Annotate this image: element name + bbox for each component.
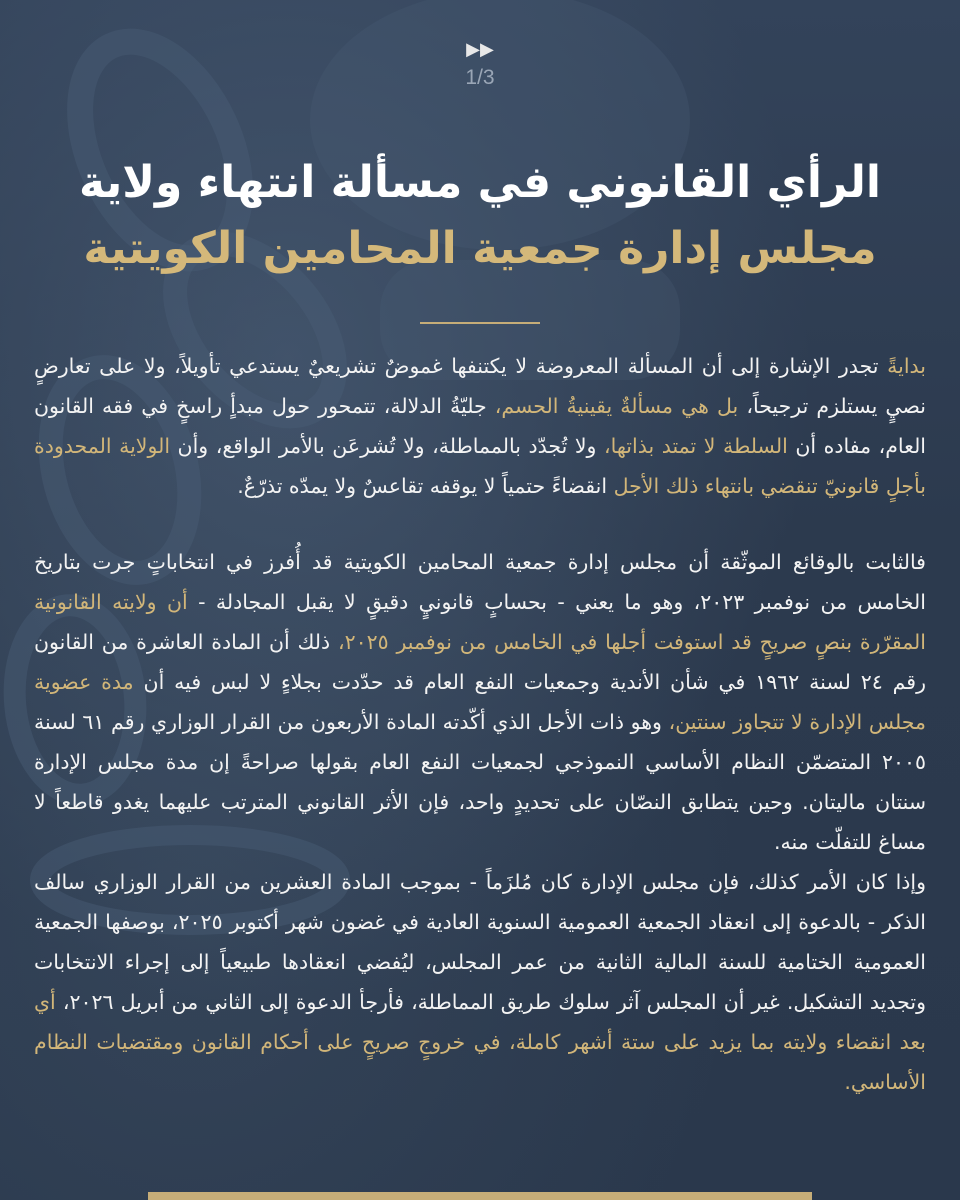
paragraph-1-segment: بدايةً xyxy=(887,354,926,378)
paragraph-1-segment: انقضاءً حتمياً لا يوقفه تقاعسٌ ولا يمدّه تذرّعٌ. xyxy=(237,474,614,498)
top-divider xyxy=(420,322,540,324)
slide-navigation xyxy=(0,40,960,90)
fast-forward-icon[interactable]: ▶▶ xyxy=(466,39,494,60)
page-indicator: 1/3 xyxy=(465,66,495,89)
title-block xyxy=(0,150,960,282)
bottom-divider xyxy=(148,1192,812,1200)
paragraph-1-segment: السلطة لا تمتد بذاتها، xyxy=(603,434,788,458)
paragraph-3-segment: أي بعد انقضاء ولايته بما يزيد على ستة أشهر كاملة، في خروجٍ صريحٍ على أحكام القانون ومقتضيات النظام الأساسي. xyxy=(34,990,926,1094)
paragraph-2-segment: مدة عضوية مجلس الإدارة لا تتجاوز سنتين، xyxy=(34,670,926,734)
paragraph-1 xyxy=(34,346,926,506)
paragraph-2 xyxy=(34,542,926,862)
paragraph-2-segment: ذلك أن المادة العاشرة من القانون رقم ٢٤ لسنة ١٩٦٢ في شأن الأندية وجمعيات النفع العام قد حدّدت بجلاءٍ لا لبس فيه أن xyxy=(34,630,926,694)
paragraph-3 xyxy=(34,862,926,1102)
paragraph-2-segment: أن ولايته القانونية المقرّرة بنصٍ صريحٍ قد استوفت أجلها في الخامس من نوفمبر ٢٠٢٥، xyxy=(34,590,926,654)
paragraph-1-segment: ولا تُجدّد بالمماطلة، ولا تُشرعَن بالأمر الواقع، وأن xyxy=(170,434,604,458)
article-body xyxy=(34,346,926,1102)
paragraph-2-segment: فالثابت بالوقائع الموثّقة أن مجلس إدارة جمعية المحامين الكويتية قد أُفرز في انتخاباتٍ جرت بتاريخ الخامس من نوفمبر ٢٠٢٣، وهو ما يعني - بحسابٍ قانونيٍ دقيقٍ لا يقبل المجادلة - xyxy=(34,550,926,614)
paragraph-1-segment: بل هي مسألةٌ يقينيةُ الحسم، xyxy=(494,394,739,418)
paragraph-1-segment: تجدر الإشارة إلى أن المسألة المعروضة لا يكتنفها غموضٌ تشريعيٌ يستدعي تأويلاً، ولا على تعارضٍ نصيٍ يستلزم ترجيحاً، xyxy=(34,354,926,418)
paragraph-1-segment: الولاية المحدودة بأجلٍ قانونيّ تنقضي بانتهاء ذلك الأجل xyxy=(34,434,926,498)
paragraph-1-segment: جليّةُ الدلالة، تتمحور حول مبدأٍ راسخٍ في فقه القانون العام، مفاده أن xyxy=(34,394,927,458)
paragraph-2-segment: وهو ذات الأجل الذي أكّدته المادة الأربعون من القرار الوزاري رقم ٦١ لسنة ٢٠٠٥ المتضمّن النظام الأساسي النموذجي لجمعيات النفع العام بقولها صراحةً إن مدة مجلس الإدارة سنتان ماليتان. وحين يتطابق النصّان على تحديدٍ واحد، فإن الأثر القانوني المترتب عليهما يغدو قاطعاً لا مساغ للتفلّت منه. xyxy=(34,710,926,854)
title-line-1: الرأي القانوني في مسألة انتهاء ولاية xyxy=(79,157,881,208)
title-line-2: مجلس إدارة جمعية المحامين الكويتية xyxy=(83,223,877,274)
paragraph-3-segment: وإذا كان الأمر كذلك، فإن مجلس الإدارة كان مُلزَماً - بموجب المادة العشرين من القرار الوزاري سالف الذكر - بالدعوة إلى انعقاد الجمعية العمومية السنوية العادية في غضون شهر أكتوبر ٢٠٢٥، بوصفها الجمعية العمومية الختامية للسنة المالية الثانية من عمر المجلس، ليُفضي انعقادها طبيعياً إلى إجراء الانتخابات وتجديد التشكيل. غير أن المجلس آثر سلوك طريق المماطلة، فأرجأ الدعوة إلى الثاني من أبريل ٢٠٢٦، xyxy=(34,870,926,1014)
